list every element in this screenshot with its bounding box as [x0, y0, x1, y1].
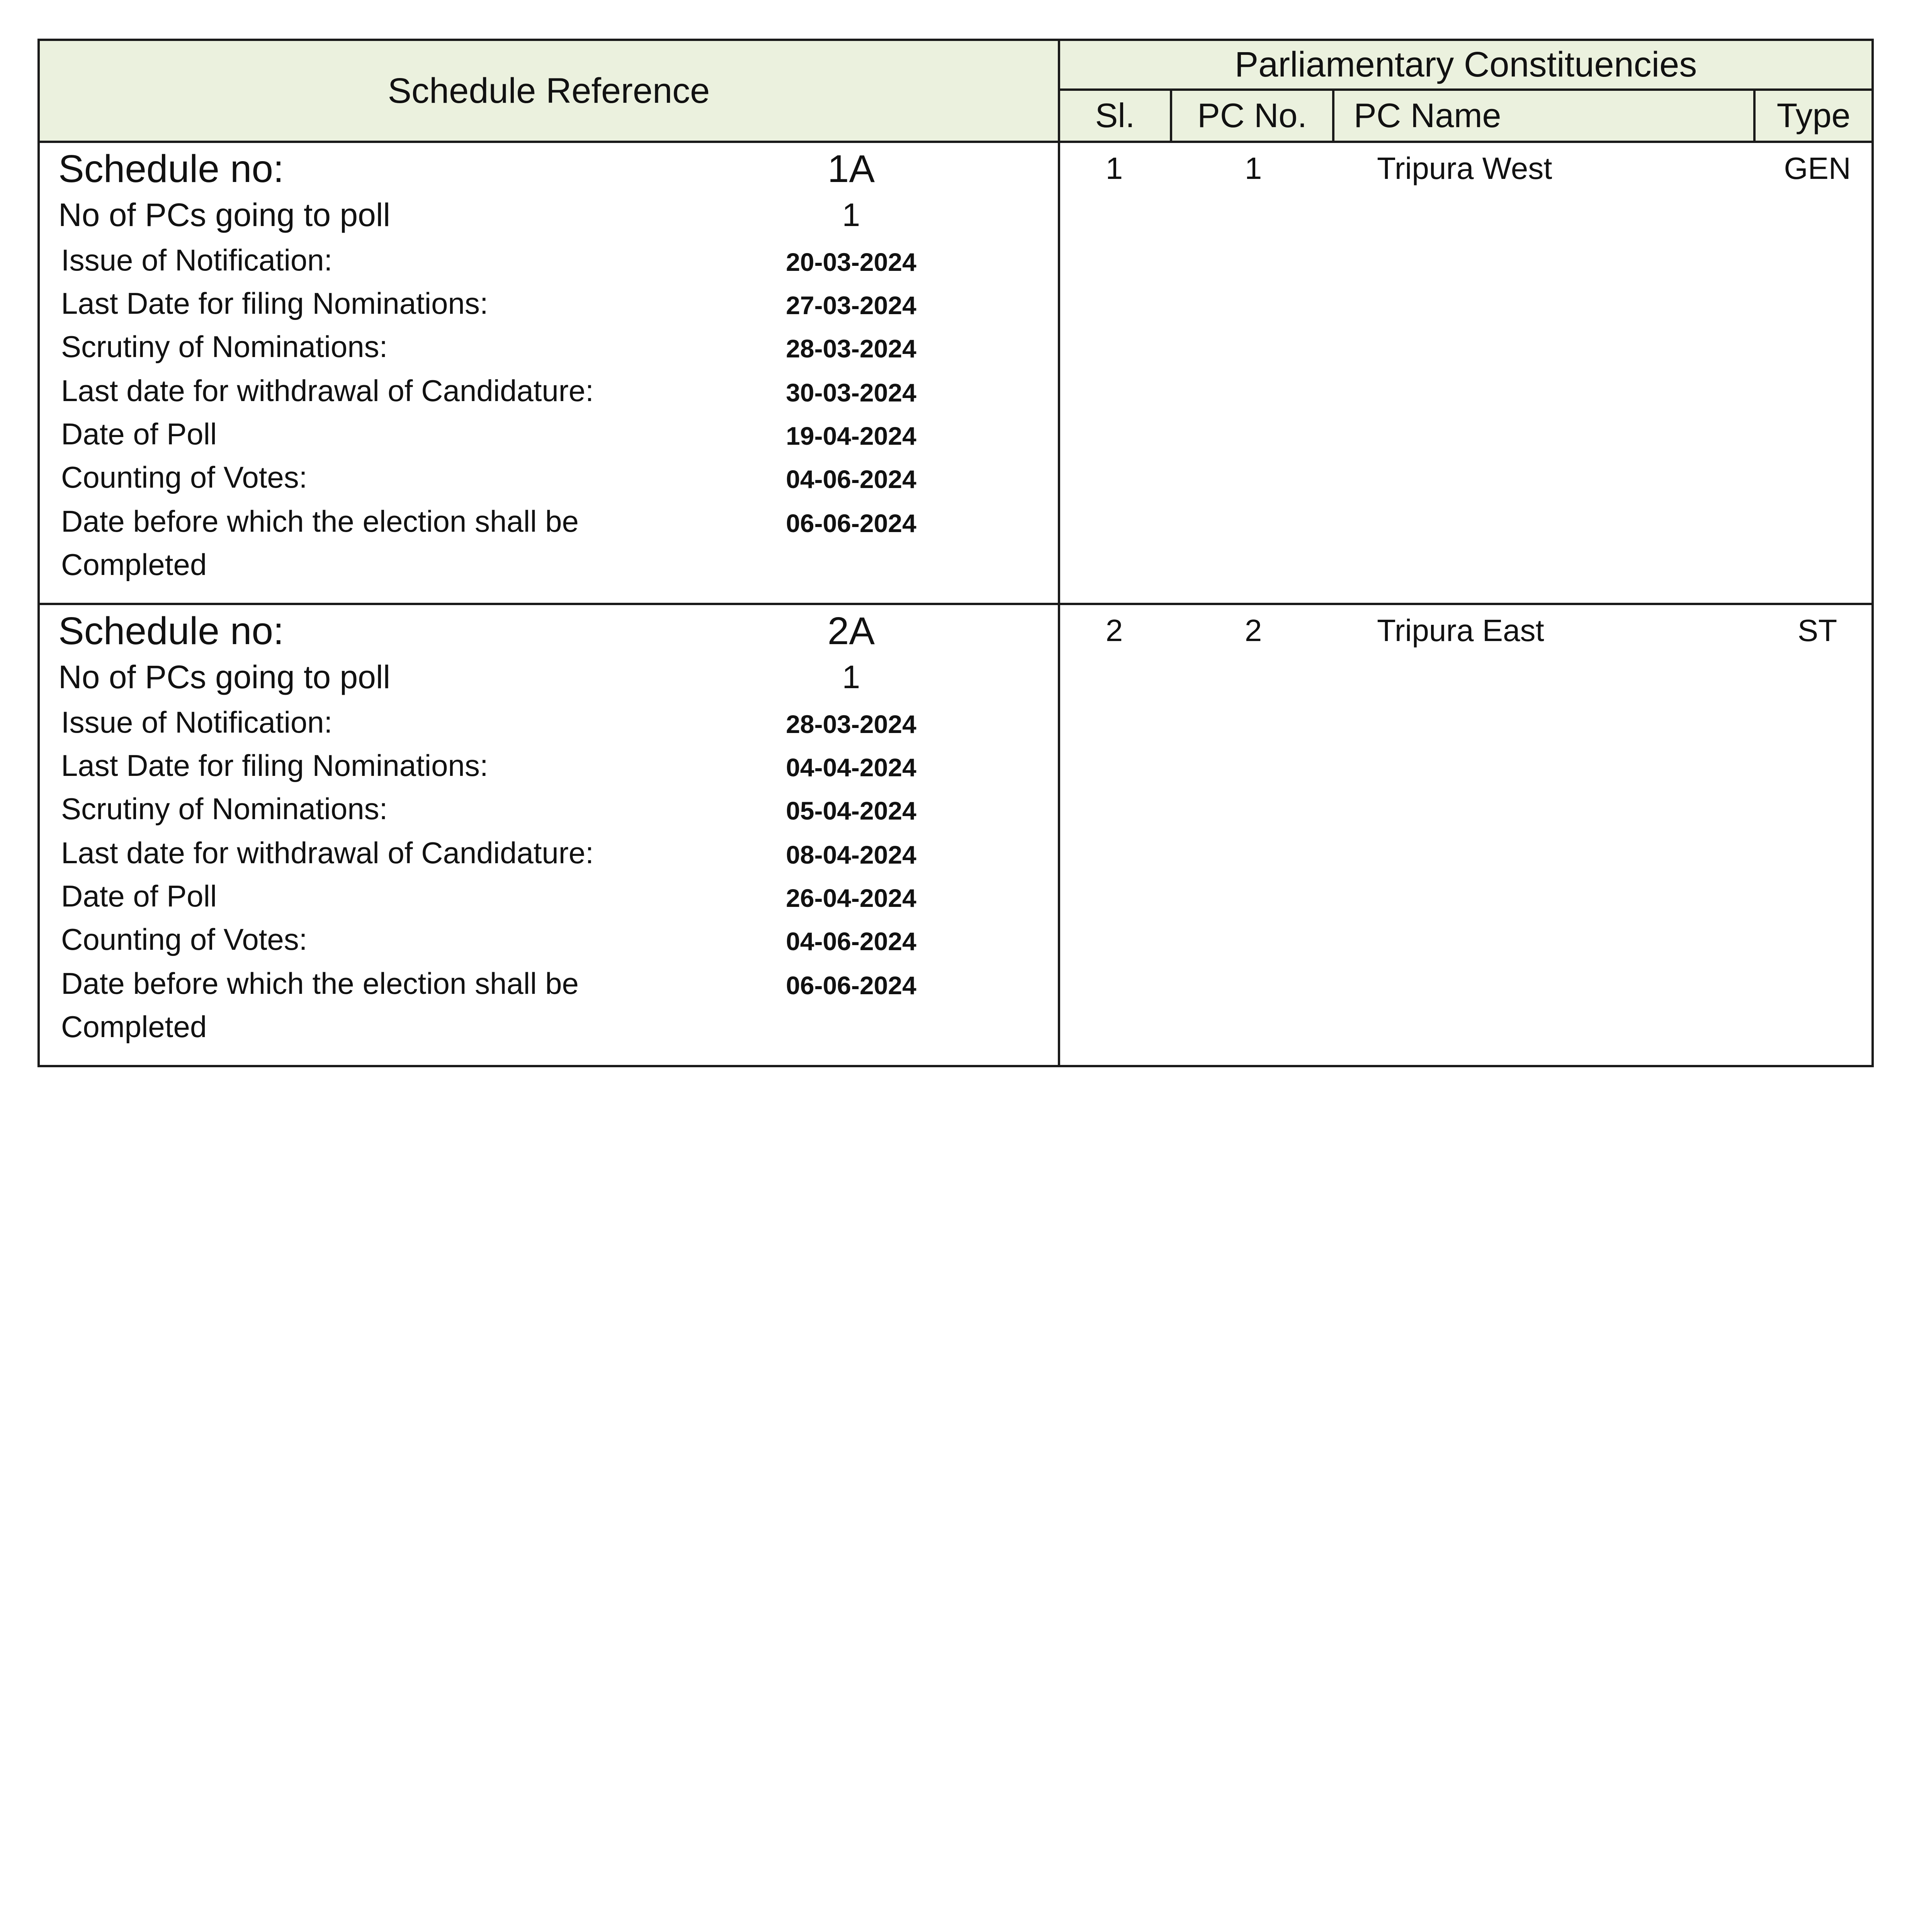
pc-type: ST: [1797, 613, 1837, 648]
scrutiny-date: 28-03-2024: [786, 334, 916, 363]
pcs-count-value: 1: [842, 197, 860, 233]
pc-cell: [1059, 604, 1873, 1066]
poll-line: [40, 879, 1058, 921]
nomination-date: 04-04-2024: [786, 753, 916, 782]
counting-date: 04-06-2024: [786, 465, 916, 493]
table-row: [39, 142, 1873, 604]
issue-line: [40, 705, 1058, 747]
completion-label-cont: Completed: [61, 548, 207, 582]
nomination-line: [40, 748, 1058, 791]
schedule-no-line: [40, 609, 1058, 651]
counting-label: Counting of Votes:: [61, 922, 308, 956]
header-sl: Sl.: [1059, 90, 1171, 142]
scrutiny-label: Scrutiny of Nominations:: [61, 330, 388, 364]
completion-date: 06-06-2024: [786, 509, 916, 537]
pc-no: 2: [1244, 613, 1262, 648]
poll-label: Date of Poll: [61, 417, 217, 451]
withdrawal-label: Last date for withdrawal of Candidature:: [61, 836, 594, 870]
issue-date: 28-03-2024: [786, 710, 916, 738]
nomination-label: Last Date for filing Nominations:: [61, 748, 488, 782]
pcs-count-line: [40, 196, 1058, 239]
schedule-no-value: 2A: [827, 609, 875, 653]
completion-line-2: [40, 547, 1058, 590]
pc-name: Tripura East: [1377, 613, 1544, 648]
poll-date: 19-04-2024: [786, 422, 916, 450]
pc-entry: [1060, 613, 1871, 655]
poll-line: [40, 417, 1058, 459]
pc-cell: [1059, 142, 1873, 604]
pcs-count-label: No of PCs going to poll: [58, 659, 391, 695]
completion-line: [40, 504, 1058, 546]
header-parliamentary-constituencies: Parliamentary Constituencies: [1059, 40, 1873, 90]
withdrawal-label: Last date for withdrawal of Candidature:: [61, 374, 594, 408]
withdrawal-date: 08-04-2024: [786, 840, 916, 869]
nomination-label: Last Date for filing Nominations:: [61, 286, 488, 320]
issue-date: 20-03-2024: [786, 248, 916, 276]
withdrawal-date: 30-03-2024: [786, 378, 916, 407]
issue-label: Issue of Notification:: [61, 243, 333, 277]
poll-label: Date of Poll: [61, 879, 217, 913]
completion-line: [40, 966, 1058, 1009]
nomination-line: [40, 286, 1058, 328]
pc-sl: 2: [1105, 613, 1123, 648]
scrutiny-line: [40, 791, 1058, 834]
issue-label: Issue of Notification:: [61, 705, 333, 739]
pc-type: GEN: [1784, 151, 1851, 185]
counting-line: [40, 460, 1058, 502]
schedule-reference-cell: [39, 142, 1059, 604]
completion-label-cont: Completed: [61, 1010, 207, 1044]
schedule-no-label: Schedule no:: [58, 147, 284, 190]
header-pc-name: PC Name: [1333, 90, 1754, 142]
counting-line: [40, 922, 1058, 964]
nomination-date: 27-03-2024: [786, 291, 916, 320]
pcs-count-value: 1: [842, 659, 860, 695]
withdrawal-line: [40, 835, 1058, 878]
pc-entry: [1060, 151, 1871, 193]
schedule-reference-cell: [39, 604, 1059, 1066]
completion-line-2: [40, 1009, 1058, 1052]
pc-name: Tripura West: [1377, 151, 1552, 185]
pc-sl: 1: [1105, 151, 1123, 185]
header-pc-no: PC No.: [1171, 90, 1333, 142]
table-row: [39, 604, 1873, 1066]
pcs-count-line: [40, 658, 1058, 701]
scrutiny-date: 05-04-2024: [786, 796, 916, 825]
header-schedule-reference: Schedule Reference: [39, 40, 1059, 142]
completion-date: 06-06-2024: [786, 971, 916, 1000]
schedule-no-label: Schedule no:: [58, 609, 284, 653]
scrutiny-line: [40, 329, 1058, 372]
withdrawal-line: [40, 373, 1058, 416]
pcs-count-label: No of PCs going to poll: [58, 197, 391, 233]
poll-date: 26-04-2024: [786, 884, 916, 912]
counting-date: 04-06-2024: [786, 927, 916, 956]
issue-line: [40, 243, 1058, 285]
header-type: Type: [1754, 90, 1873, 142]
pc-no: 1: [1244, 151, 1262, 185]
election-schedule-table: [37, 39, 1874, 1067]
completion-label: Date before which the election shall be: [61, 504, 579, 538]
schedule-no-value: 1A: [827, 147, 875, 190]
scrutiny-label: Scrutiny of Nominations:: [61, 792, 388, 826]
completion-label: Date before which the election shall be: [61, 966, 579, 1000]
schedule-no-line: [40, 147, 1058, 189]
counting-label: Counting of Votes:: [61, 460, 308, 494]
